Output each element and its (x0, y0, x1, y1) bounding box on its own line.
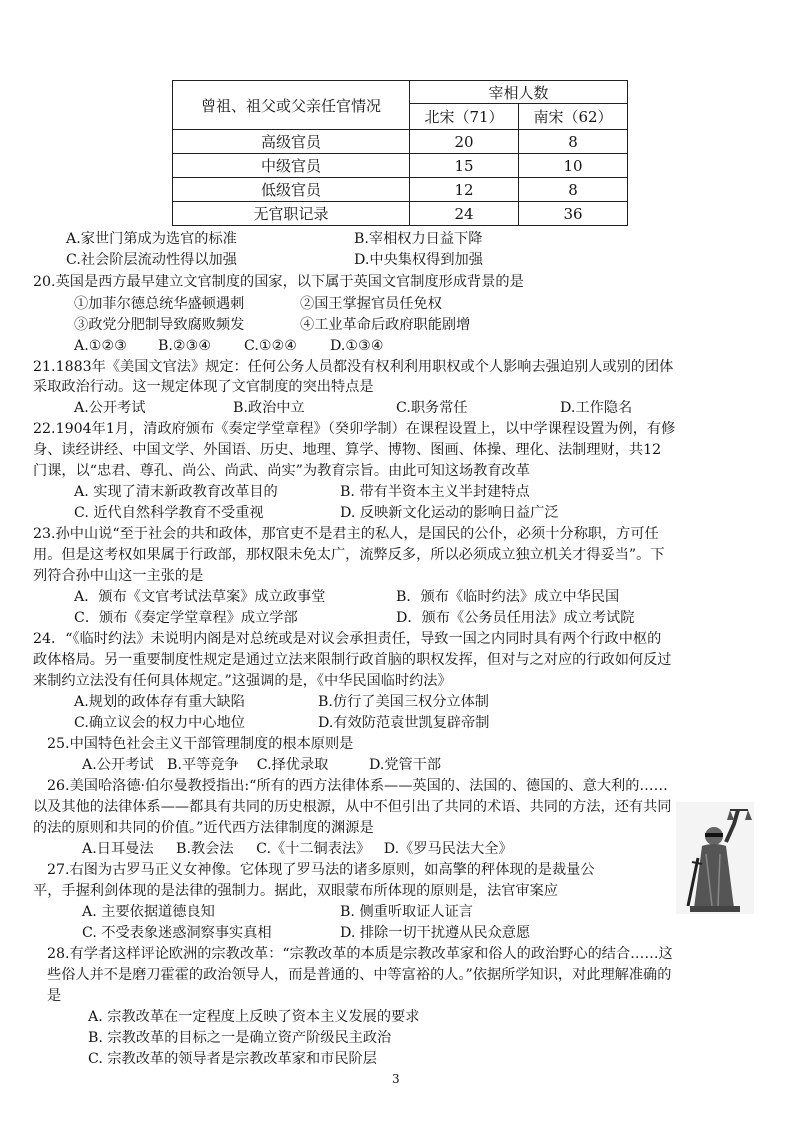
q19-option-a: A.家世门第成为选官的标准 (66, 231, 237, 247)
table-cell: 10 (519, 154, 628, 178)
page-number: 3 (392, 1072, 400, 1086)
q25-options: A.公开考试 B.平等竞争 C.择优录取 D.党管干部 (82, 757, 442, 773)
table-row (173, 202, 628, 226)
q26-stem-line-2: 以及其他的法律体系——都具有共同的历史根源，从中不但引出了共同的术语、共同的方法，还有共同 (33, 799, 672, 815)
table-cell-label: 低级官员 (173, 178, 410, 202)
q23-stem-line-1: 23.孙中山说“至于社会的共和政体，那官吏不是君主的私人，是国民的公仆，必须十分称职，方可任 (33, 526, 659, 542)
q24-option-a: A.规划的政体存有重大缺陷 (74, 694, 245, 710)
q24-stem-line-3: 来制约立法没有任何具体规定。”这强调的是，《中华民国临时约法》 (33, 673, 452, 689)
q23-option-d: D．颁布《公务员任用法》成立考试院 (396, 610, 635, 626)
table-cell: 24 (410, 202, 519, 226)
q20-stem: 20.英国是西方最早建立文官制度的国家，以下属于英国文官制度形成背景的是 (33, 274, 524, 290)
q21-stem-line-2: 采取政治行动。这一规定体现了文官制度的突出特点是 (33, 379, 374, 395)
q24-option-b: B.仿行了美国三权分立体制 (318, 694, 489, 710)
q23-stem-line-2: 用。但是这考权如果属于行政部，那权限未免太广，流弊反多，所以必须成立独立机关才得妥当”。下 (33, 547, 665, 563)
q24-option-c: C.确立议会的权力中心地位 (74, 715, 245, 731)
q26-stem-line-3: 的法的原则和共同的价值。”近代西方法律制度的渊源是 (33, 820, 374, 836)
q28-stem-line-2: 些俗人并不是磨刀霍霍的政治领导人，而是普通的、中等富裕的人。”依据所学知识，对此理解准确的 (47, 967, 672, 983)
q27-option-a: A. 主要依据道德良知 (82, 904, 215, 920)
q25-stem: 25.中国特色社会主义干部管理制度的根本原则是 (47, 736, 354, 752)
q22-option-d: D. 反映新文化运动的影响日益广泛 (340, 505, 559, 521)
q26-stem-line-1: 26.美国哈洛德·伯尔曼教授指出:“所有的西方法律体系——英国的、法国的、德国的、意大利的…… (47, 778, 668, 794)
q20-option-b: B.②③④ (158, 338, 212, 354)
q23-option-c: C．颁布《奏定学堂章程》成立学部 (74, 610, 298, 626)
table-cell-label: 无官职记录 (173, 202, 410, 226)
q21-option-c: C.职务常任 (396, 400, 468, 416)
q27-stem-line-2: 平，手握利剑体现的是法律的强制力。据此，双眼蒙布所体现的原则是，法官审案应 (33, 883, 558, 899)
table-header-group: 宰相人数 (410, 81, 628, 104)
table-row (173, 130, 628, 154)
table-cell: 15 (410, 154, 519, 178)
q21-option-a: A.公开考试 (74, 400, 146, 416)
q27-option-c: C. 不受表象迷惑洞察事实真相 (82, 925, 272, 941)
q20-item-1: ①加菲尔德总统华盛顿遇刺 (74, 296, 245, 312)
table-cell-label: 中级官员 (173, 154, 410, 178)
q22-stem-line-2: 身、读经讲经、中国文学、外国语、历史、地理、算学、博物、图画、体操、理化、法制理财，共12 (33, 442, 662, 458)
q28-option-c: C. 宗教改革的领导者是宗教改革家和市民阶层 (88, 1051, 377, 1067)
q24-option-d: D.有效防范袁世凯复辟帝制 (318, 715, 490, 731)
q22-stem-line-3: 门课，以“忠君、尊孔、尚公、尚武、尚实”为教育宗旨。由此可知这场教育改革 (33, 463, 530, 479)
table-row (173, 154, 628, 178)
q22-stem-line-1: 22.1904年1月，清政府颁布《奏定学堂章程》（癸卯学制）在课程设置上，以中学课程设置为例，有修 (33, 421, 676, 437)
q19-option-c: C.社会阶层流动性得以加强 (66, 252, 237, 268)
table-cell: 36 (519, 202, 628, 226)
q22-option-c: C. 近代自然科学教育不受重视 (74, 505, 264, 521)
q20-item-2: ②国王掌握官员任免权 (300, 296, 442, 312)
q22-option-a: A. 实现了清末新政教育改革目的 (74, 484, 278, 500)
q20-option-d: D.①③④ (330, 338, 384, 354)
table-cell: 8 (519, 130, 628, 154)
table-cell-label: 高级官员 (173, 130, 410, 154)
q24-stem-line-1: 24．“《临时约法》未说明内阁是对总统或是对议会承担责任，导致一国之内同时具有两个行政中枢的 (33, 631, 662, 647)
justice-statue-icon (676, 802, 754, 914)
q26-options: A.日耳曼法 B.教会法 C.《十二铜表法》 D.《罗马民法大全》 (82, 841, 513, 857)
q19-option-d: D.中央集权得到加强 (354, 252, 483, 268)
q27-option-b: B. 侧重听取证人证言 (340, 904, 473, 920)
table-cell: 8 (519, 178, 628, 202)
q28-stem-line-1: 28.有学者这样评论欧洲的宗教改革：“宗教改革的本质是宗教改革家和俗人的政治野心的结合……这 (47, 946, 673, 962)
q27-option-d: D. 排除一切干扰遵从民众意愿 (340, 925, 531, 941)
q22-option-b: B. 带有半资本主义半封建特点 (340, 484, 530, 500)
q20-item-4: ④工业革命后政府职能剧增 (300, 317, 471, 333)
prime-minister-table (172, 80, 628, 226)
q23-option-b: B．颁布《临时约法》成立中华民国 (396, 589, 620, 605)
q21-stem-line-1: 21.1883年《美国文官法》规定：任何公务人员都没有权利利用职权或个人影响去强迫别人或别的团体 (33, 359, 674, 375)
q23-option-a: A．颁布《文官考试法草案》成立政事堂 (74, 589, 326, 605)
q21-option-d: D.工作隐名 (560, 400, 633, 416)
table-row (173, 178, 628, 202)
q28-stem-line-3: 是 (47, 988, 62, 1004)
table-header-ancestry: 曾祖、祖父或父亲任官情况 (173, 81, 410, 130)
q19-option-b: B.宰相权力日益下降 (354, 231, 483, 247)
table-header-north-song: 北宋（71） (410, 104, 519, 130)
q20-item-3: ③政党分肥制导致腐败频发 (74, 317, 245, 333)
q24-stem-line-2: 政体格局。另一重要制度性规定是通过立法来限制行政首脑的职权发挥，但对与之对应的行政如何反过 (33, 652, 672, 668)
table-cell: 12 (410, 178, 519, 202)
q28-option-b: B. 宗教改革的目标之一是确立资产阶级民主政治 (88, 1030, 392, 1046)
table-cell: 20 (410, 130, 519, 154)
q27-stem-line-1: 27.右图为古罗马正义女神像。它体现了罗马法的诸多原则，如高擎的秤体现的是裁量公 (47, 862, 595, 878)
q20-option-c: C.①②④ (244, 338, 298, 354)
q28-option-a: A. 宗教改革在一定程度上反映了资本主义发展的要求 (88, 1009, 420, 1025)
q21-option-b: B.政治中立 (233, 400, 305, 416)
q20-option-a: A.①②③ (74, 338, 127, 354)
q23-stem-line-3: 列符合孙中山这一主张的是 (33, 568, 204, 584)
table-header-south-song: 南宋（62） (519, 104, 628, 130)
